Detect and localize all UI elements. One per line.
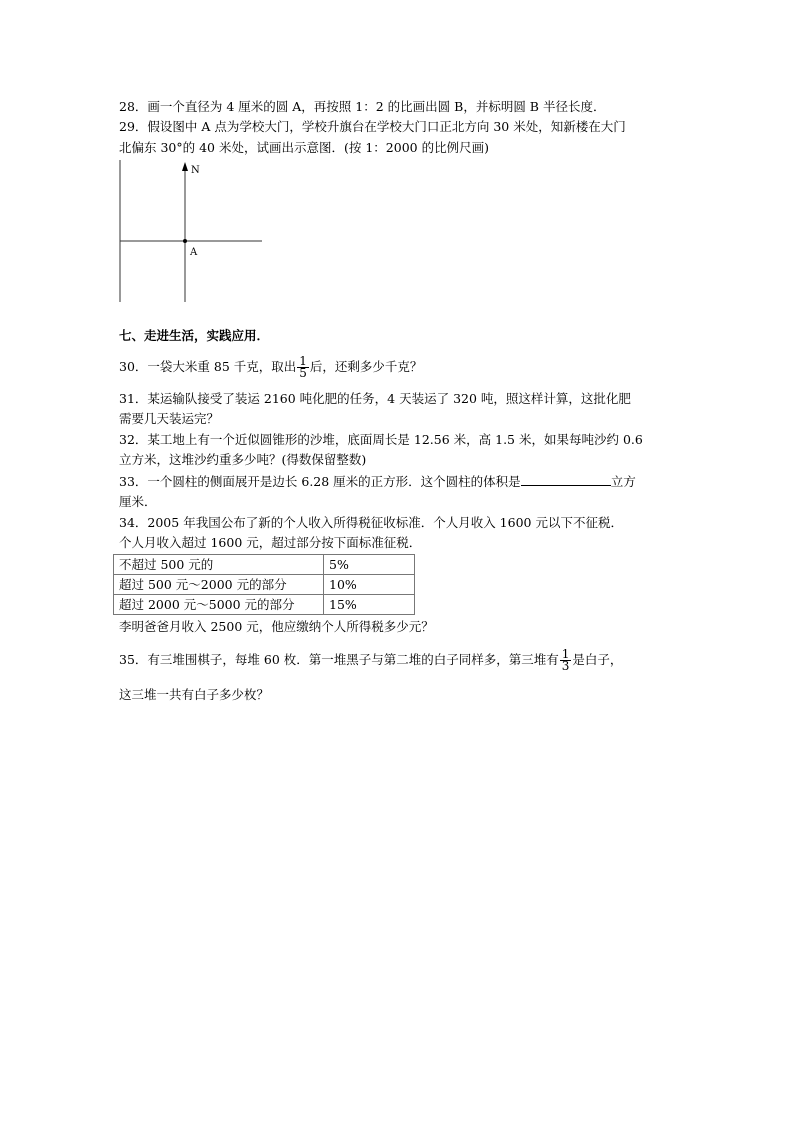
- tax-rate-table: [113, 554, 415, 615]
- question-34-line-1: 34．2005 年我国公布了新的个人收入所得税征收标准．个人月收入 1600 元以下不征税．: [119, 515, 623, 530]
- table-cell-range: 超过 2000 元～5000 元的部分: [114, 595, 324, 615]
- question-35-line-1: 35．有三堆围棋子，每堆 60 枚．第一堆黑子与第二堆的白子同样多，第三堆有 $\frac{1}{3}$ 是白子，: [119, 647, 623, 673]
- fraction-one-fifth: $\frac{1}{5}$: [299, 354, 307, 380]
- question-33-line-2: 厘米．: [119, 494, 157, 509]
- table-row: [114, 595, 415, 615]
- north-label: N: [191, 165, 200, 176]
- question-35-line-2: 这三堆一共有白子多少枚？: [119, 687, 270, 702]
- table-row: [114, 575, 415, 595]
- fraction-one-third: $\frac{1}{3}$: [561, 647, 570, 673]
- table-row: [114, 555, 415, 575]
- question-31-line-1: 31．某运输队接受了装运 2160 吨化肥的任务，4 天装运了 320 吨，照这样计算，这批化肥: [119, 391, 631, 406]
- question-34-line-3: 李明爸爸月收入 2500 元，他应缴纳个人所得税多少元？: [119, 619, 434, 634]
- table-cell-range: 超过 500 元～2000 元的部分: [114, 575, 324, 595]
- answer-blank[interactable]: [521, 473, 611, 486]
- section-7-heading: 七、走进生活，实践应用．: [119, 328, 270, 343]
- q30-text-before: 30．一袋大米重 85 千克，取出: [119, 359, 297, 374]
- question-29-line-2: 北偏东 30°的 40 米处，试画出示意图．(按 1：2000 的比例尺画): [119, 140, 489, 155]
- table-cell-rate: 10%: [324, 575, 415, 595]
- point-a-label: A: [190, 247, 198, 258]
- point-a-dot: [183, 239, 187, 243]
- q30-text-after: 后，还剩多少千克？: [309, 359, 423, 374]
- question-32-line-2: 立方米，这堆沙约重多少吨？(得数保留整数): [119, 452, 367, 467]
- question-34-line-2: 个人月收入超过 1600 元，超过部分按下面标准征税．: [119, 535, 422, 550]
- question-33-line-1: 33．一个圆柱的侧面展开是边长 6.28 厘米的正方形．这个圆柱的体积是 立方: [119, 474, 636, 489]
- question-32-line-1: 32．某工地上有一个近似圆锥形的沙堆，底面周长是 12.56 米，高 1.5 米，如果每吨沙约 0.6: [119, 432, 643, 447]
- table-cell-range: 不超过 500 元的: [114, 555, 324, 575]
- table-cell-rate: 15%: [324, 595, 415, 615]
- question-28: 28．画一个直径为 4 厘米的圆 A，再按照 1：2 的比画出圆 B，并标明圆 B 半径长度．: [119, 99, 606, 114]
- table-cell-rate: 5%: [324, 555, 415, 575]
- question-30: [119, 355, 422, 379]
- north-arrow-icon: [182, 162, 188, 171]
- question-31-line-2: 需要几天装运完？: [119, 411, 220, 426]
- direction-diagram: [118, 160, 264, 304]
- question-29-line-1: 29．假设图中 A 点为学校大门，学校升旗台在学校大门口正北方向 30 米处，知新楼在大门: [119, 119, 626, 134]
